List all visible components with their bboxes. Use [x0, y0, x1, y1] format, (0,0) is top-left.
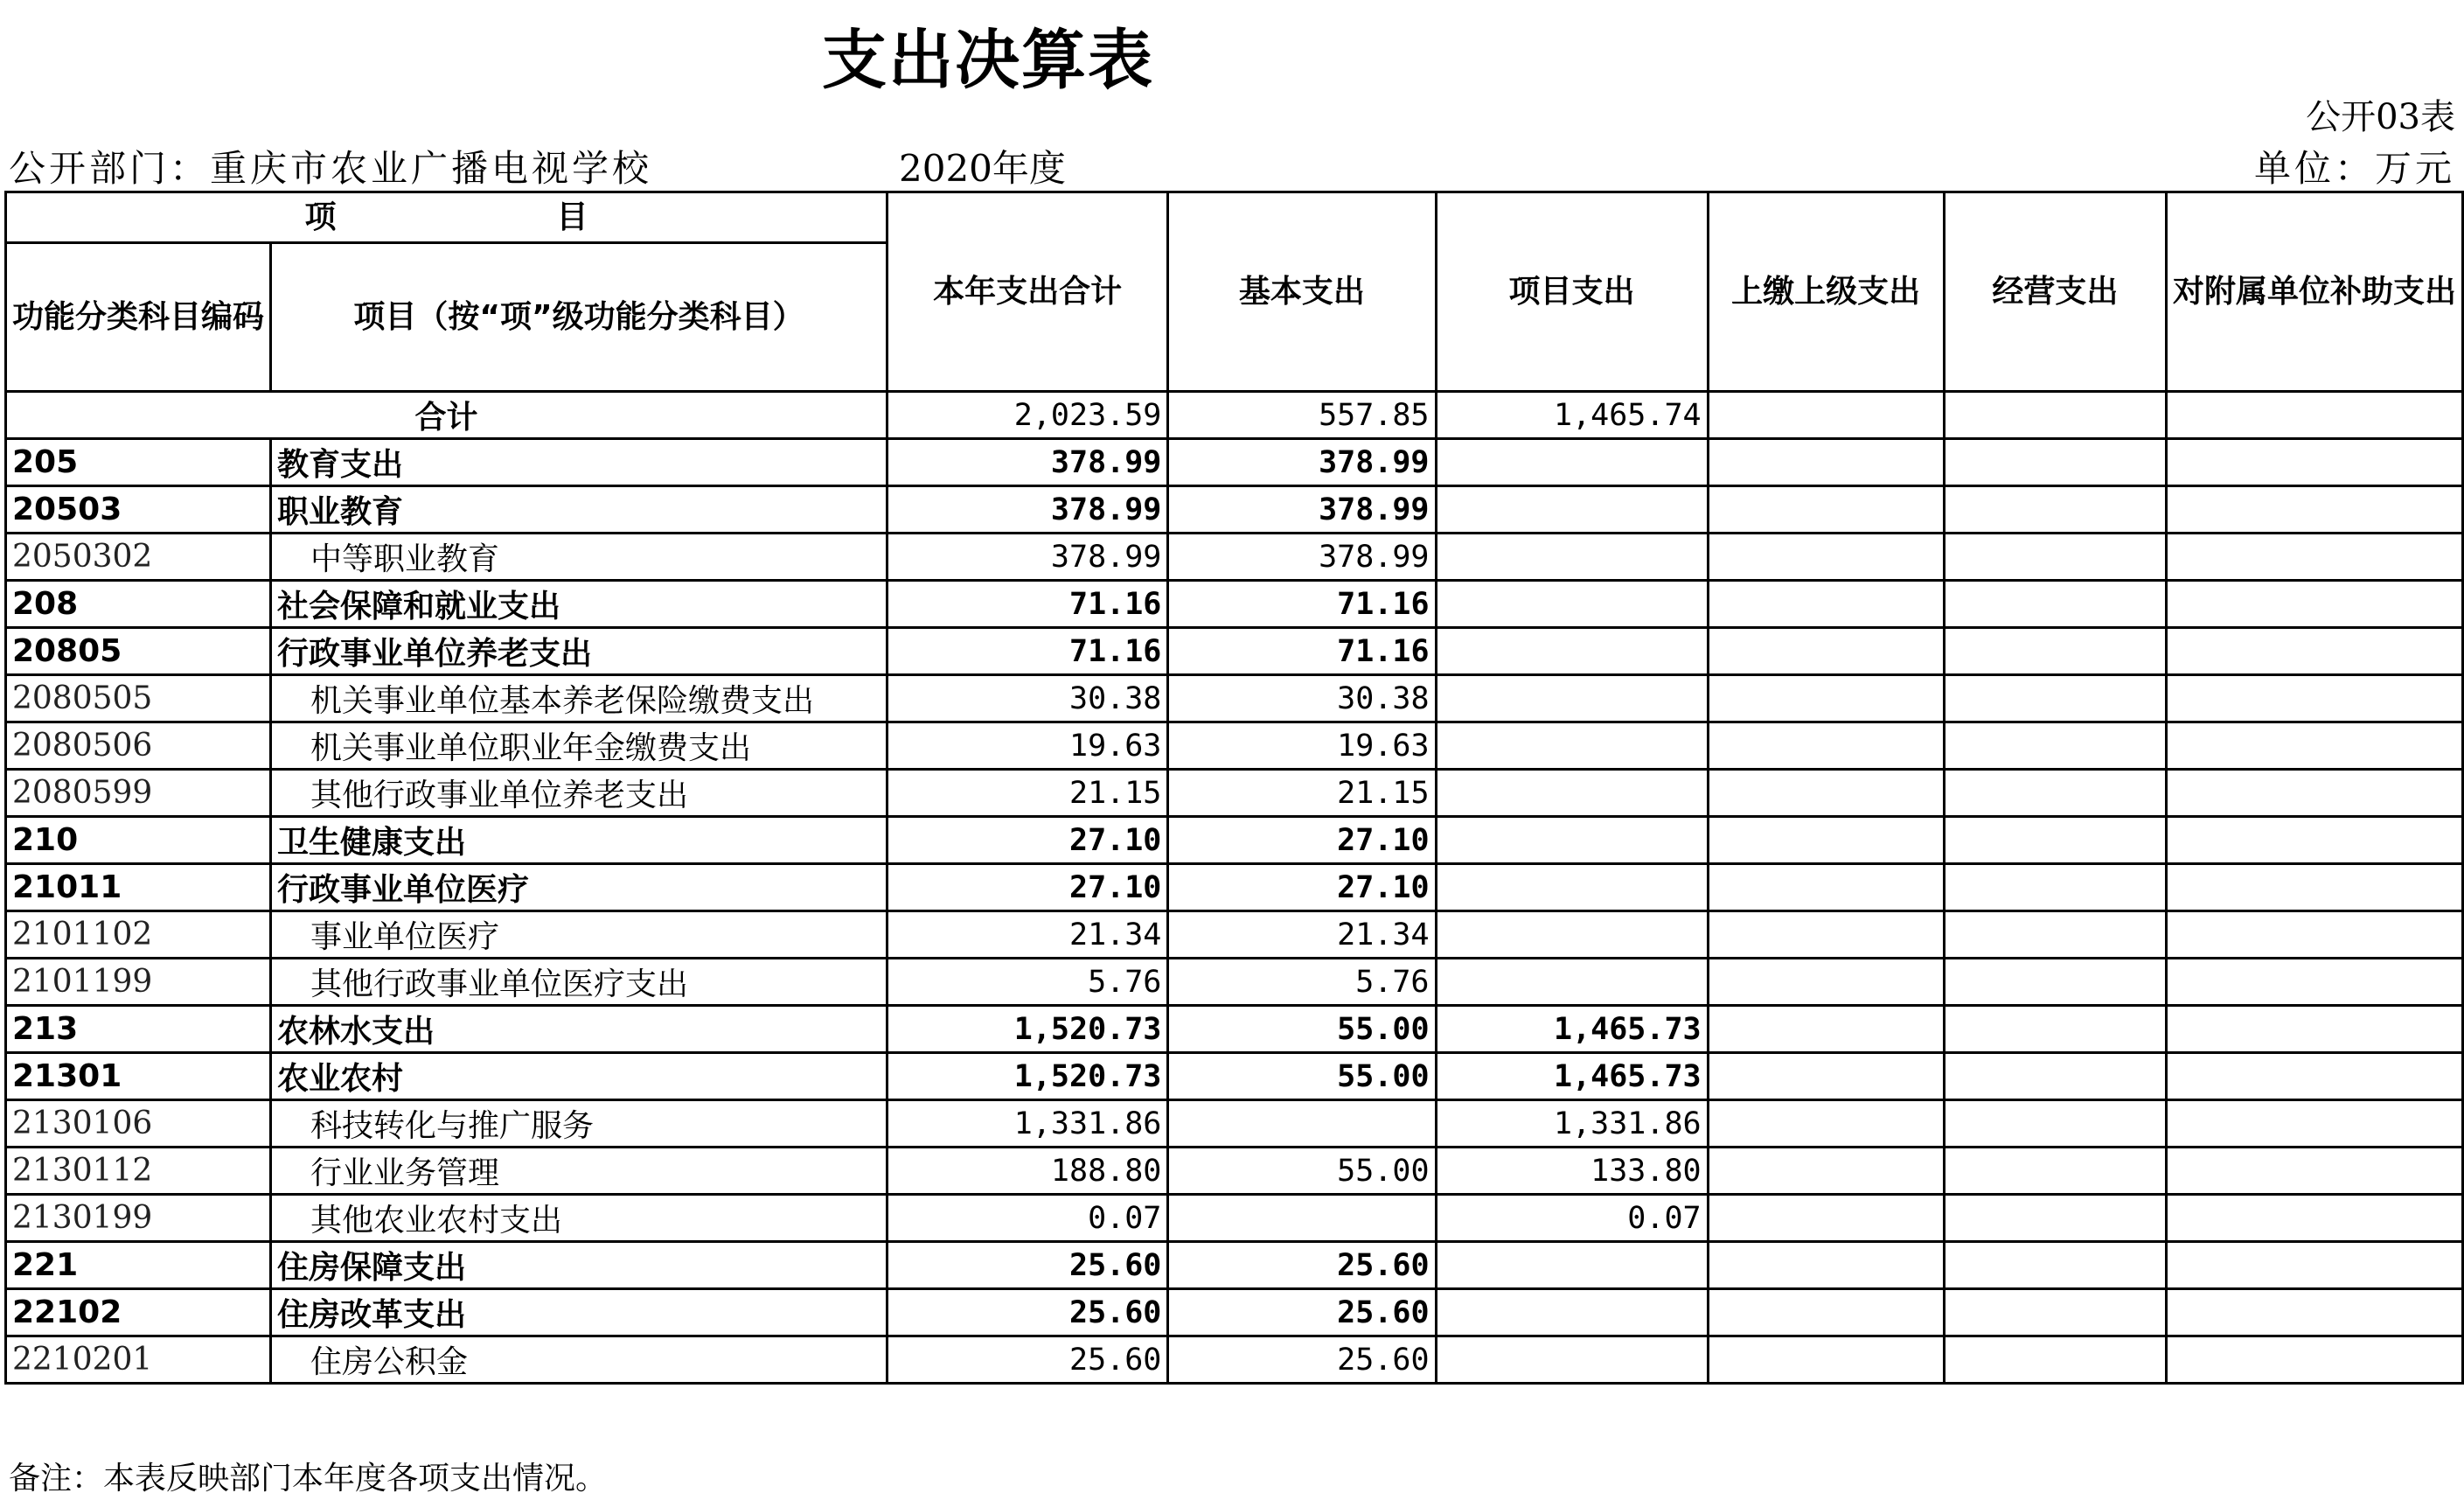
total-cell: 21.34 [887, 911, 1167, 959]
name-cell: 其他农业农村支出 [271, 1195, 887, 1242]
total-cell: 2,023.59 [887, 392, 1167, 439]
total-cell: 1,520.73 [887, 1053, 1167, 1100]
business-cell [1944, 581, 2166, 628]
business-cell [1944, 1289, 2166, 1336]
table-row [6, 1100, 2463, 1148]
project-cell [1436, 534, 1708, 581]
total-cell: 188.80 [887, 1148, 1167, 1195]
code-cell: 2130199 [6, 1195, 271, 1242]
upper-cell [1708, 439, 1944, 486]
total-cell: 5.76 [887, 959, 1167, 1006]
project-cell [1436, 1289, 1708, 1336]
footnote: 备注：本表反映部门本年度各项支出情况。 [9, 1461, 608, 1497]
table-row [6, 1006, 2463, 1053]
total-cell: 1,520.73 [887, 1006, 1167, 1053]
code-cell: 2080599 [6, 770, 271, 817]
project-cell [1436, 722, 1708, 770]
table-row [6, 581, 2463, 628]
name-cell: 科技转化与推广服务 [271, 1100, 887, 1148]
subsidy-cell [2166, 1148, 2462, 1195]
code-cell: 221 [6, 1242, 271, 1289]
table-row [6, 439, 2463, 486]
subsidy-cell [2166, 1195, 2462, 1242]
basic-cell: 27.10 [1168, 864, 1436, 911]
subsidy-cell [2166, 911, 2462, 959]
total-cell: 378.99 [887, 534, 1167, 581]
project-cell [1436, 486, 1708, 534]
name-cell: 住房改革支出 [271, 1289, 887, 1336]
name-cell: 住房保障支出 [271, 1242, 887, 1289]
table-row [6, 675, 2463, 722]
name-cell: 机关事业单位基本养老保险缴费支出 [271, 675, 887, 722]
business-cell [1944, 1242, 2166, 1289]
business-cell [1944, 1148, 2166, 1195]
business-cell [1944, 534, 2166, 581]
total-cell: 21.15 [887, 770, 1167, 817]
table-row [6, 722, 2463, 770]
subsidy-cell [2166, 770, 2462, 817]
form-number: 公开03表 [2306, 97, 2455, 137]
total-row [6, 392, 2463, 439]
basic-cell: 25.60 [1168, 1336, 1436, 1384]
subsidy-cell [2166, 581, 2462, 628]
name-cell: 职业教育 [271, 486, 887, 534]
subsidy-cell [2166, 722, 2462, 770]
expenditure-table [4, 191, 2464, 1385]
project-cell [1436, 1336, 1708, 1384]
project-cell: 1,465.74 [1436, 392, 1708, 439]
total-cell: 27.10 [887, 817, 1167, 864]
header-subsidy: 对附属单位补助支出 [2166, 192, 2462, 392]
name-cell: 卫生健康支出 [271, 817, 887, 864]
subsidy-cell [2166, 486, 2462, 534]
basic-cell: 557.85 [1168, 392, 1436, 439]
project-cell [1436, 817, 1708, 864]
code-cell: 2080505 [6, 675, 271, 722]
upper-cell [1708, 534, 1944, 581]
business-cell [1944, 486, 2166, 534]
table-row [6, 1053, 2463, 1100]
total-cell: 71.16 [887, 581, 1167, 628]
name-cell: 行政事业单位养老支出 [271, 628, 887, 675]
table-row [6, 1242, 2463, 1289]
business-cell [1944, 722, 2166, 770]
code-cell: 2210201 [6, 1336, 271, 1384]
fiscal-year: 2020年度 [899, 147, 1066, 190]
subsidy-cell [2166, 439, 2462, 486]
total-label: 合计 [6, 392, 887, 439]
business-cell [1944, 1195, 2166, 1242]
business-cell [1944, 1100, 2166, 1148]
basic-cell: 378.99 [1168, 439, 1436, 486]
business-cell [1944, 1336, 2166, 1384]
header-code: 功能分类科目编码 [6, 243, 271, 392]
total-cell: 378.99 [887, 486, 1167, 534]
subsidy-cell [2166, 1006, 2462, 1053]
page-title: 支出决算表 [822, 23, 1154, 98]
total-cell: 1,331.86 [887, 1100, 1167, 1148]
total-cell: 27.10 [887, 864, 1167, 911]
basic-cell: 27.10 [1168, 817, 1436, 864]
code-cell: 213 [6, 1006, 271, 1053]
name-cell: 事业单位医疗 [271, 911, 887, 959]
table-row [6, 959, 2463, 1006]
subsidy-cell [2166, 1289, 2462, 1336]
upper-cell [1708, 722, 1944, 770]
code-cell: 2130106 [6, 1100, 271, 1148]
total-cell: 25.60 [887, 1289, 1167, 1336]
code-cell: 21301 [6, 1053, 271, 1100]
upper-cell [1708, 1195, 1944, 1242]
code-cell: 20805 [6, 628, 271, 675]
code-cell: 205 [6, 439, 271, 486]
upper-cell [1708, 1053, 1944, 1100]
total-cell: 0.07 [887, 1195, 1167, 1242]
business-cell [1944, 817, 2166, 864]
name-cell: 行业业务管理 [271, 1148, 887, 1195]
table-row [6, 1195, 2463, 1242]
name-cell: 住房公积金 [271, 1336, 887, 1384]
upper-cell [1708, 1148, 1944, 1195]
project-cell: 1,465.73 [1436, 1006, 1708, 1053]
basic-cell: 378.99 [1168, 534, 1436, 581]
table-row [6, 1289, 2463, 1336]
department-label: 公开部门：重庆市农业广播电视学校 [9, 147, 653, 190]
header-basic: 基本支出 [1168, 192, 1436, 392]
name-cell: 机关事业单位职业年金缴费支出 [271, 722, 887, 770]
subsidy-cell [2166, 959, 2462, 1006]
upper-cell [1708, 1006, 1944, 1053]
basic-cell: 25.60 [1168, 1289, 1436, 1336]
total-cell: 25.60 [887, 1242, 1167, 1289]
code-cell: 22102 [6, 1289, 271, 1336]
header-item-group: 项 目 [6, 192, 887, 243]
subsidy-cell [2166, 675, 2462, 722]
upper-cell [1708, 628, 1944, 675]
subsidy-cell [2166, 534, 2462, 581]
basic-cell: 19.63 [1168, 722, 1436, 770]
upper-cell [1708, 770, 1944, 817]
business-cell [1944, 1006, 2166, 1053]
subsidy-cell [2166, 864, 2462, 911]
project-cell [1436, 675, 1708, 722]
business-cell [1944, 959, 2166, 1006]
upper-cell [1708, 911, 1944, 959]
code-cell: 210 [6, 817, 271, 864]
project-cell [1436, 1242, 1708, 1289]
business-cell [1944, 770, 2166, 817]
table-row [6, 534, 2463, 581]
name-cell: 其他行政事业单位医疗支出 [271, 959, 887, 1006]
upper-cell [1708, 486, 1944, 534]
basic-cell: 21.34 [1168, 911, 1436, 959]
subsidy-cell [2166, 1336, 2462, 1384]
unit-label: 单位：万元 [2253, 147, 2455, 190]
basic-cell: 30.38 [1168, 675, 1436, 722]
basic-cell: 71.16 [1168, 581, 1436, 628]
code-cell: 2101102 [6, 911, 271, 959]
upper-cell [1708, 675, 1944, 722]
business-cell [1944, 911, 2166, 959]
upper-cell [1708, 959, 1944, 1006]
subsidy-cell [2166, 817, 2462, 864]
subsidy-cell [2166, 392, 2462, 439]
upper-cell [1708, 581, 1944, 628]
header-upper: 上缴上级支出 [1708, 192, 1944, 392]
basic-cell: 55.00 [1168, 1053, 1436, 1100]
table-row [6, 864, 2463, 911]
name-cell: 社会保障和就业支出 [271, 581, 887, 628]
business-cell [1944, 628, 2166, 675]
code-cell: 2080506 [6, 722, 271, 770]
upper-cell [1708, 1242, 1944, 1289]
total-cell: 25.60 [887, 1336, 1167, 1384]
basic-cell: 378.99 [1168, 486, 1436, 534]
basic-cell: 5.76 [1168, 959, 1436, 1006]
code-cell: 21011 [6, 864, 271, 911]
table-row [6, 486, 2463, 534]
code-cell: 2101199 [6, 959, 271, 1006]
header-project: 项目支出 [1436, 192, 1708, 392]
project-cell [1436, 959, 1708, 1006]
code-cell: 2050302 [6, 534, 271, 581]
upper-cell [1708, 1289, 1944, 1336]
upper-cell [1708, 1100, 1944, 1148]
name-cell: 教育支出 [271, 439, 887, 486]
name-cell: 农业农村 [271, 1053, 887, 1100]
header-business: 经营支出 [1944, 192, 2166, 392]
upper-cell [1708, 817, 1944, 864]
project-cell: 133.80 [1436, 1148, 1708, 1195]
table-row [6, 770, 2463, 817]
subsidy-cell [2166, 628, 2462, 675]
project-cell: 1,465.73 [1436, 1053, 1708, 1100]
upper-cell [1708, 1336, 1944, 1384]
business-cell [1944, 1053, 2166, 1100]
business-cell [1944, 864, 2166, 911]
project-cell [1436, 770, 1708, 817]
project-cell: 1,331.86 [1436, 1100, 1708, 1148]
name-cell: 其他行政事业单位养老支出 [271, 770, 887, 817]
project-cell [1436, 911, 1708, 959]
code-cell: 2130112 [6, 1148, 271, 1195]
table-row [6, 1336, 2463, 1384]
code-cell: 208 [6, 581, 271, 628]
business-cell [1944, 675, 2166, 722]
basic-cell: 21.15 [1168, 770, 1436, 817]
total-cell: 30.38 [887, 675, 1167, 722]
name-cell: 行政事业单位医疗 [271, 864, 887, 911]
header-name: 项目（按“项”级功能分类科目） [271, 243, 887, 392]
table-row [6, 628, 2463, 675]
upper-cell [1708, 392, 1944, 439]
total-cell: 378.99 [887, 439, 1167, 486]
business-cell [1944, 439, 2166, 486]
total-cell: 19.63 [887, 722, 1167, 770]
total-cell: 71.16 [887, 628, 1167, 675]
code-cell: 20503 [6, 486, 271, 534]
table-row [6, 817, 2463, 864]
basic-cell: 25.60 [1168, 1242, 1436, 1289]
basic-cell [1168, 1195, 1436, 1242]
header-total: 本年支出合计 [887, 192, 1167, 392]
project-cell [1436, 864, 1708, 911]
name-cell: 中等职业教育 [271, 534, 887, 581]
project-cell [1436, 628, 1708, 675]
project-cell [1436, 581, 1708, 628]
business-cell [1944, 392, 2166, 439]
subsidy-cell [2166, 1242, 2462, 1289]
table-row [6, 911, 2463, 959]
project-cell: 0.07 [1436, 1195, 1708, 1242]
basic-cell: 55.00 [1168, 1148, 1436, 1195]
subsidy-cell [2166, 1100, 2462, 1148]
basic-cell: 71.16 [1168, 628, 1436, 675]
table-row [6, 1148, 2463, 1195]
upper-cell [1708, 864, 1944, 911]
name-cell: 农林水支出 [271, 1006, 887, 1053]
subsidy-cell [2166, 1053, 2462, 1100]
basic-cell [1168, 1100, 1436, 1148]
project-cell [1436, 439, 1708, 486]
basic-cell: 55.00 [1168, 1006, 1436, 1053]
